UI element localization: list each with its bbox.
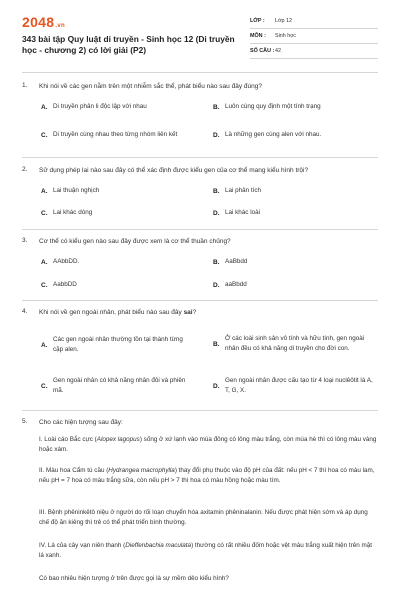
option-text: Lai khác loài: [225, 209, 261, 217]
document-header: [22, 12, 378, 68]
statement-2: [39, 466, 378, 487]
logo-domain: .vn: [55, 23, 65, 29]
option-text: AaBbdd: [225, 258, 248, 266]
option-letter: D.: [213, 281, 220, 289]
statement-text: Có bao nhiêu hiện tượng ở trên được gọi là sự mềm dẻo kiểu hình?: [39, 575, 229, 582]
option-text: Gen ngoài nhân được cấu tạo từ 4 loại nuclêôtit là A, T, G, X.: [225, 377, 373, 394]
statement-text: ) thường có rất nhiều đốm hoặc vệt màu trắng xuất hiện trên mặt lá xanh.: [39, 542, 372, 560]
meta-value: Sinh học: [275, 33, 296, 39]
option-1b[interactable]: [211, 101, 378, 113]
option-2a[interactable]: [39, 185, 204, 197]
question-text: [39, 308, 378, 318]
option-letter: D.: [213, 131, 220, 139]
option-4a[interactable]: [39, 334, 204, 356]
question-3: [22, 237, 378, 247]
option-text: Di truyền phân li độc lập với nhau: [53, 103, 147, 111]
option-3a[interactable]: [39, 256, 204, 268]
option-text: Gen ngoài nhân có khả năng nhân đôi và phiên mã.: [53, 377, 186, 394]
option-2d[interactable]: [211, 207, 378, 219]
option-text: Lai thuận nghịch: [53, 187, 100, 195]
option-1d[interactable]: [211, 129, 378, 141]
logo[interactable]: [22, 14, 65, 30]
question-number: 2.: [22, 166, 28, 173]
statement-text: III. Bệnh phêninkêtô niệu ở người do rối loạn chuyển hóa axitamin phêninalanin. Nếu được phát hiện sớm và áp dụng chế độ ăn kiêng thì trẻ có thể phát triển bình thường.: [39, 509, 368, 527]
option-2b[interactable]: [211, 185, 378, 197]
divider: [22, 300, 378, 301]
statement-text: ) sống ở xứ lạnh vào mùa đông có lông màu trắng, còn mùa hè thì có lông màu vàng hoặc xám.: [39, 436, 377, 454]
option-text: AabbDD: [53, 281, 77, 289]
option-letter: D.: [213, 382, 220, 390]
option-4b[interactable]: [211, 328, 378, 360]
meta-key: LỚP :: [250, 18, 265, 24]
meta-table: [250, 14, 378, 59]
question-number: 1.: [22, 82, 28, 89]
option-letter: A.: [41, 258, 48, 266]
option-text: Lai khác dòng: [53, 209, 93, 217]
option-letter: C.: [41, 281, 48, 289]
question-text: Cho các hiện tượng sau đây:: [39, 419, 123, 426]
question-4: [22, 308, 378, 318]
option-3c[interactable]: [39, 279, 204, 291]
species-name: Hydrangea macrophylla: [108, 467, 175, 474]
option-letter: B.: [213, 258, 220, 266]
question-text: Sử dụng phép lai nào sau đây có thể xác định được kiểu gen của cơ thể mang kiểu hình trội?: [39, 167, 309, 174]
statement-1: [39, 435, 378, 456]
option-letter: B.: [213, 103, 220, 111]
option-letter: C.: [41, 131, 48, 139]
option-letter: A.: [41, 103, 48, 111]
statement-text: ) thay đổi phụ thuộc vào độ pH của đất: nếu pH < 7 thì hoa có màu lam, nếu pH = 7 hoa có màu trắng sữa, còn nếu pH > 7 thì hoa có màu hồng hoặc màu tím.: [39, 467, 375, 485]
statement-4: [39, 541, 378, 562]
option-4d[interactable]: [211, 375, 378, 397]
option-text: Các gen ngoài nhân thường tồn tại thành từng cặp alen.: [53, 336, 183, 353]
question-number: 4.: [22, 308, 28, 315]
question-text-part: Khi nói về gen ngoài nhân, phát biểu nào sau đây: [39, 309, 184, 316]
question-text-part: ?: [192, 309, 197, 316]
option-2c[interactable]: [39, 207, 204, 219]
option-text: aaBbdd: [225, 281, 247, 289]
option-4c[interactable]: [39, 375, 204, 397]
option-text: Ở các loài sinh sản vô tính và hữu tính, gen ngoài nhân đều có khả năng di truyền cho đời con.: [225, 335, 365, 352]
meta-row-class: [250, 14, 378, 29]
divider: [22, 157, 378, 158]
statement-3: [39, 508, 378, 529]
species-name: Dieffenbachia maculata: [125, 542, 192, 549]
question-1: [22, 82, 378, 92]
statement-text: IV. Lá của cây vạn niên thanh (: [39, 542, 126, 549]
option-1c[interactable]: [39, 124, 204, 146]
divider: [22, 72, 378, 73]
option-text: AAbbDD.: [53, 258, 80, 266]
option-letter: A.: [41, 341, 48, 349]
question-number: 5.: [22, 418, 28, 425]
question-text: Khi nói về các gen nằm trên một nhiễm sắc thể, phát biểu nào sau đây đúng?: [39, 83, 262, 90]
option-letter: B.: [213, 187, 220, 195]
option-letter: C.: [41, 209, 48, 217]
statement-text: I. Loài cáo Bắc cực (: [39, 436, 97, 443]
species-name: Alopex lagopus: [96, 436, 140, 443]
question-2: [22, 166, 378, 176]
option-letter: A.: [41, 187, 48, 195]
meta-value: 42: [275, 48, 281, 54]
option-3d[interactable]: [211, 279, 378, 291]
meta-row-count: [250, 44, 378, 59]
statement-text: II. Màu hoa Cẩm tú cầu (: [39, 467, 109, 474]
option-text: Di truyền cùng nhau theo từng nhóm liên kết: [53, 131, 178, 139]
meta-key: SỐ CÂU :: [250, 48, 275, 54]
question-text: Cơ thể có kiểu gen nào sau đây được xem là cơ thể thuần chủng?: [39, 238, 231, 245]
divider: [22, 410, 378, 411]
logo-main: 2048: [22, 14, 55, 30]
option-1a[interactable]: [39, 101, 204, 113]
question-5: [22, 418, 378, 428]
option-letter: D.: [213, 209, 220, 217]
meta-value: Lớp 12: [275, 18, 293, 24]
question-text-emphasis: sai: [183, 309, 193, 316]
option-text: Lai phân tích: [225, 187, 262, 195]
document-title: 343 bài tập Quy luật di truyền - Sinh học 12 (Di truyền học - chương 2) có lời giải (P2): [22, 34, 235, 55]
meta-row-subject: [250, 29, 378, 44]
divider: [22, 229, 378, 230]
question-5-prompt: [39, 574, 378, 584]
option-3b[interactable]: [211, 256, 378, 268]
meta-key: MÔN :: [250, 33, 266, 39]
question-number: 3.: [22, 237, 28, 244]
option-letter: C.: [41, 382, 48, 390]
option-letter: B.: [213, 340, 220, 348]
option-text: Luôn cùng quy định một tính trạng: [225, 103, 321, 111]
option-text: Là những gen cùng alen với nhau.: [225, 131, 322, 139]
